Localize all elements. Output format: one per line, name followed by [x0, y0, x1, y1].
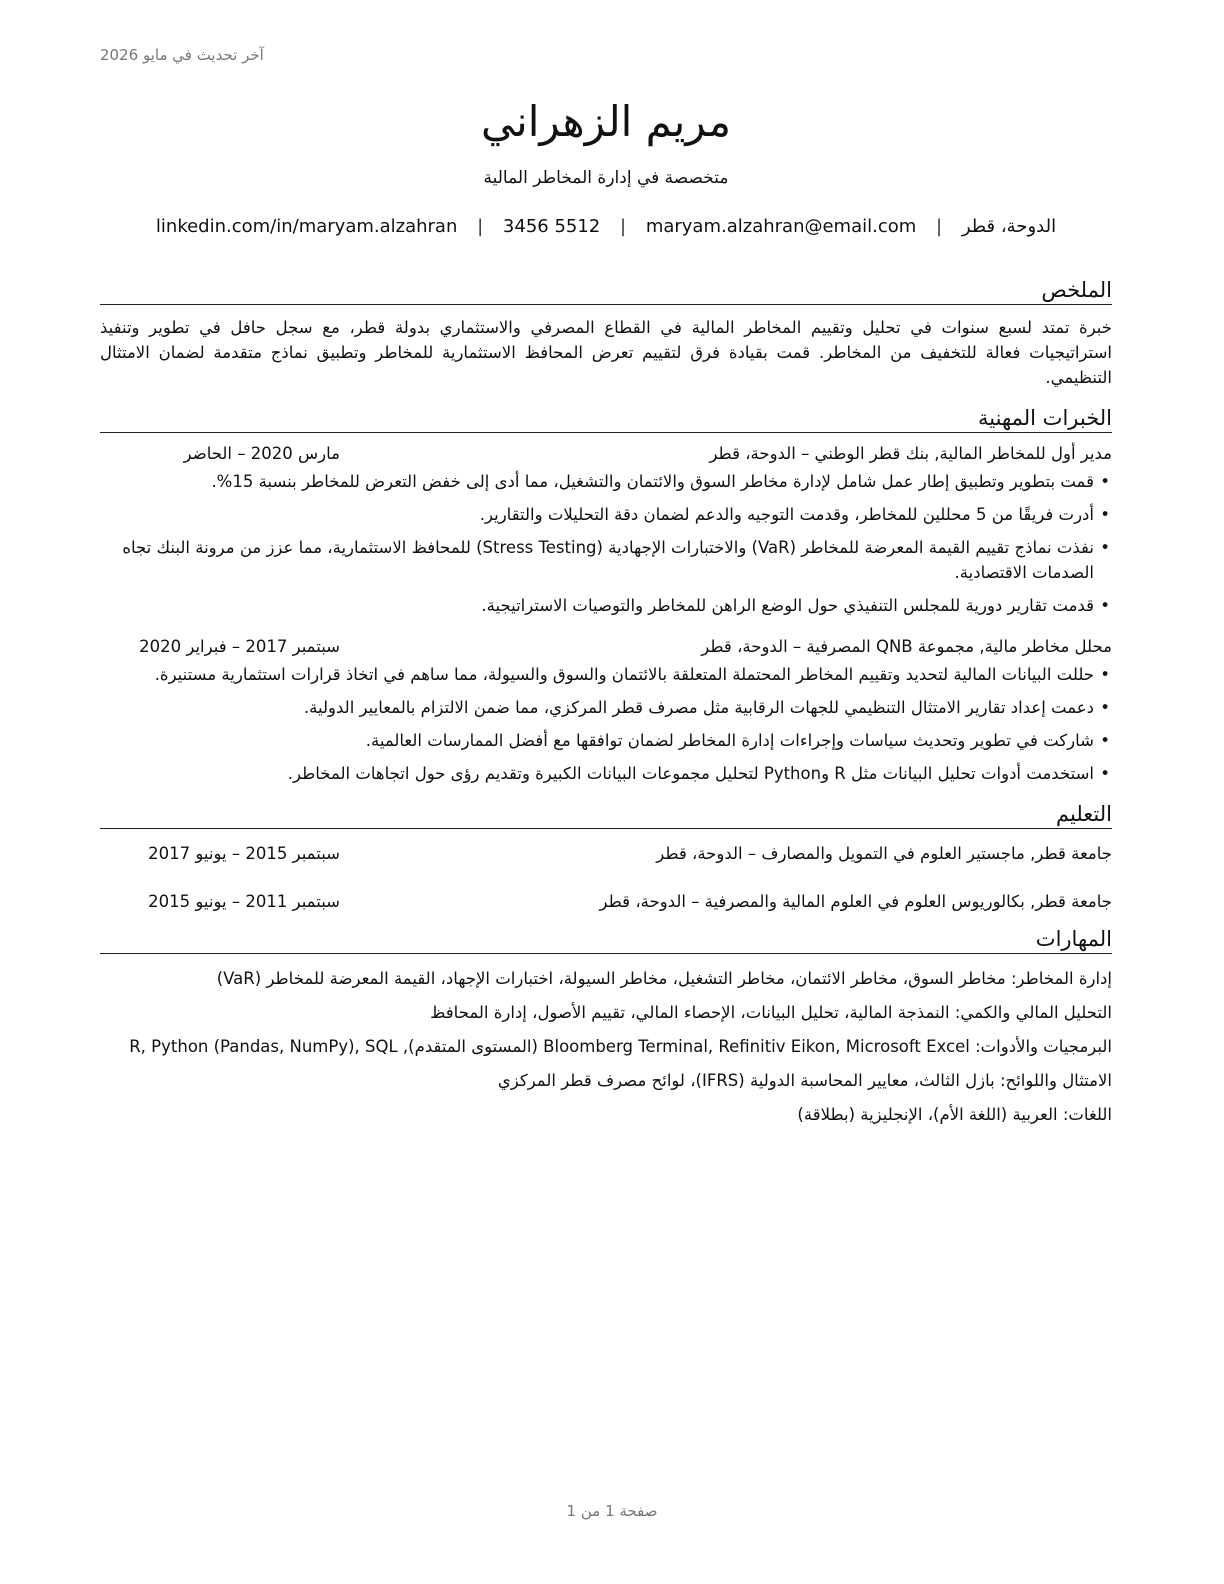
- education-degree: جامعة قطر, ماجستير العلوم في التمويل والمصارف – الدوحة، قطر: [656, 844, 1112, 863]
- candidate-name: مريم الزهراني: [481, 97, 731, 146]
- education-dates: سبتمبر 2015 – يونيو 2017: [148, 844, 340, 863]
- education-entry: [100, 841, 1112, 867]
- experience-section: [100, 404, 1112, 786]
- list-item: [100, 535, 1112, 585]
- list-item: [100, 469, 1112, 494]
- bullet-marker: •: [1100, 538, 1110, 557]
- job-dates: مارس 2020 – الحاضر: [183, 444, 340, 463]
- summary-text: خبرة تمتد لسبع سنوات في تحليل وتقييم المخاطر المالية في القطاع المصرفي والاستثماري بدولة قطر، مع سجل حافل في تطوير وتنفيذ استراتيجيات فعالة للتخفيف من المخاطر. قمت بقيادة فرق لتقييم تعرض المحافظ الاستثمارية للمخاطر وتطبيق نماذج متقدمة لضمان الامتثال التنظيمي.: [100, 318, 1112, 387]
- job-entry: [100, 634, 1112, 786]
- skill-line: البرمجيات والأدوات: Bloomberg Terminal, Refinitiv Eikon, Microsoft Excel (المستوى المتقدم), R, Python (Pandas, NumPy), SQL: [129, 1037, 1112, 1056]
- bullet-text: نفذت نماذج تقييم القيمة المعرضة للمخاطر (VaR) والاختبارات الإجهادية (Stress Testing) للمحافظ الاستثمارية، مما عزز من مرونة البنك تجاه الصدمات الاقتصادية.: [122, 538, 1094, 582]
- contact-linkedin[interactable]: linkedin.com/in/maryam.alzahran: [155, 216, 458, 237]
- job-title: محلل مخاطر مالية, مجموعة QNB المصرفية – الدوحة، قطر: [701, 637, 1112, 656]
- bullet-text: قمت بتطوير وتطبيق إطار عمل شامل لإدارة مخاطر السوق والائتمان والتشغيل، مما أدى إلى خفض التعرض للمخاطر بنسبة 15%.: [211, 472, 1094, 491]
- page-number: صفحة 1 من 1: [566, 1502, 658, 1520]
- job-title: مدير أول للمخاطر المالية, بنك قطر الوطني – الدوحة، قطر: [709, 444, 1112, 463]
- bullet-marker: •: [1100, 698, 1110, 717]
- list-item: [100, 502, 1112, 527]
- bullet-marker: •: [1100, 505, 1110, 524]
- contact-line: [100, 214, 1112, 240]
- education-degree: جامعة قطر, بكالوريوس العلوم في العلوم المالية والمصرفية – الدوحة، قطر: [599, 892, 1112, 911]
- skill-line: الامتثال واللوائح: بازل الثالث، معايير المحاسبة الدولية (IFRS)، لوائح مصرف قطر المركزي: [497, 1071, 1112, 1090]
- contact-separator: |: [620, 216, 627, 237]
- contact-separator: |: [477, 216, 484, 237]
- bullet-marker: •: [1100, 596, 1110, 615]
- education-section: [100, 800, 1112, 915]
- job-dates: سبتمبر 2017 – فبراير 2020: [139, 637, 340, 656]
- skill-line: التحليل المالي والكمي: النمذجة المالية، تحليل البيانات، الإحصاء المالي، تقييم الأصول، إدارة المحافظ: [430, 1003, 1112, 1022]
- candidate-title: متخصصة في إدارة المخاطر المالية: [483, 168, 729, 188]
- bullet-text: استخدمت أدوات تحليل البيانات مثل R وPython لتحليل مجموعات البيانات الكبيرة وتقديم رؤى حول اتجاهات المخاطر.: [287, 764, 1094, 783]
- job-entry: [100, 441, 1112, 618]
- bullet-marker: •: [1100, 472, 1110, 491]
- last-updated-note: آخر تحديث في مايو 2026: [100, 46, 264, 64]
- skill-line: اللغات: العربية (اللغة الأم)، الإنجليزية (بطلاقة): [797, 1105, 1112, 1124]
- bullet-marker: •: [1100, 731, 1110, 750]
- resume-body: [100, 276, 1112, 1127]
- contact-separator: |: [936, 216, 943, 237]
- skill-line: إدارة المخاطر: مخاطر السوق، مخاطر الائتمان، مخاطر التشغيل، مخاطر السيولة، اختبارات الإجهاد، القيمة المعرضة للمخاطر (VaR): [216, 969, 1112, 988]
- job-bullets: [100, 469, 1112, 618]
- bullet-marker: •: [1100, 665, 1110, 684]
- skills-section: [100, 925, 1112, 1127]
- education-dates: سبتمبر 2011 – يونيو 2015: [148, 892, 340, 911]
- section-heading-summary: الملخص: [100, 276, 1112, 305]
- resume-header: [100, 92, 1112, 240]
- bullet-text: حللت البيانات المالية لتحديد وتقييم المخاطر المحتملة المتعلقة بالائتمان والسوق والسيولة، مما ساهم في اتخاذ قرارات استثمارية مستنيرة.: [154, 665, 1094, 684]
- bullet-text: أدرت فريقًا من 5 محللين للمخاطر، وقدمت التوجيه والدعم لضمان دقة التحليلات والتقارير.: [479, 505, 1094, 524]
- bullet-text: دعمت إعداد تقارير الامتثال التنظيمي للجهات الرقابية مثل مصرف قطر المركزي، مما ضمن الالتزام بالمعايير الدولية.: [303, 698, 1094, 717]
- list-item: [100, 593, 1112, 618]
- contact-location: الدوحة، قطر: [961, 216, 1057, 237]
- list-item: [100, 695, 1112, 720]
- summary-section: [100, 276, 1112, 390]
- bullet-text: قدمت تقارير دورية للمجلس التنفيذي حول الوضع الراهن للمخاطر والتوصيات الاستراتيجية.: [481, 596, 1094, 615]
- job-bullets: [100, 662, 1112, 786]
- contact-email[interactable]: maryam.alzahran@email.com: [645, 216, 917, 237]
- list-item: [100, 761, 1112, 786]
- education-entry: [100, 889, 1112, 915]
- list-item: [100, 662, 1112, 687]
- bullet-text: شاركت في تطوير وتحديث سياسات وإجراءات إدارة المخاطر لضمان توافقها مع أفضل الممارسات العالمية.: [365, 731, 1094, 750]
- list-item: [100, 728, 1112, 753]
- bullet-marker: •: [1100, 764, 1110, 783]
- section-heading-skills: المهارات: [100, 925, 1112, 954]
- section-heading-education: التعليم: [100, 800, 1112, 829]
- section-heading-experience: الخبرات المهنية: [100, 404, 1112, 433]
- contact-phone[interactable]: 3456 5512: [502, 216, 601, 237]
